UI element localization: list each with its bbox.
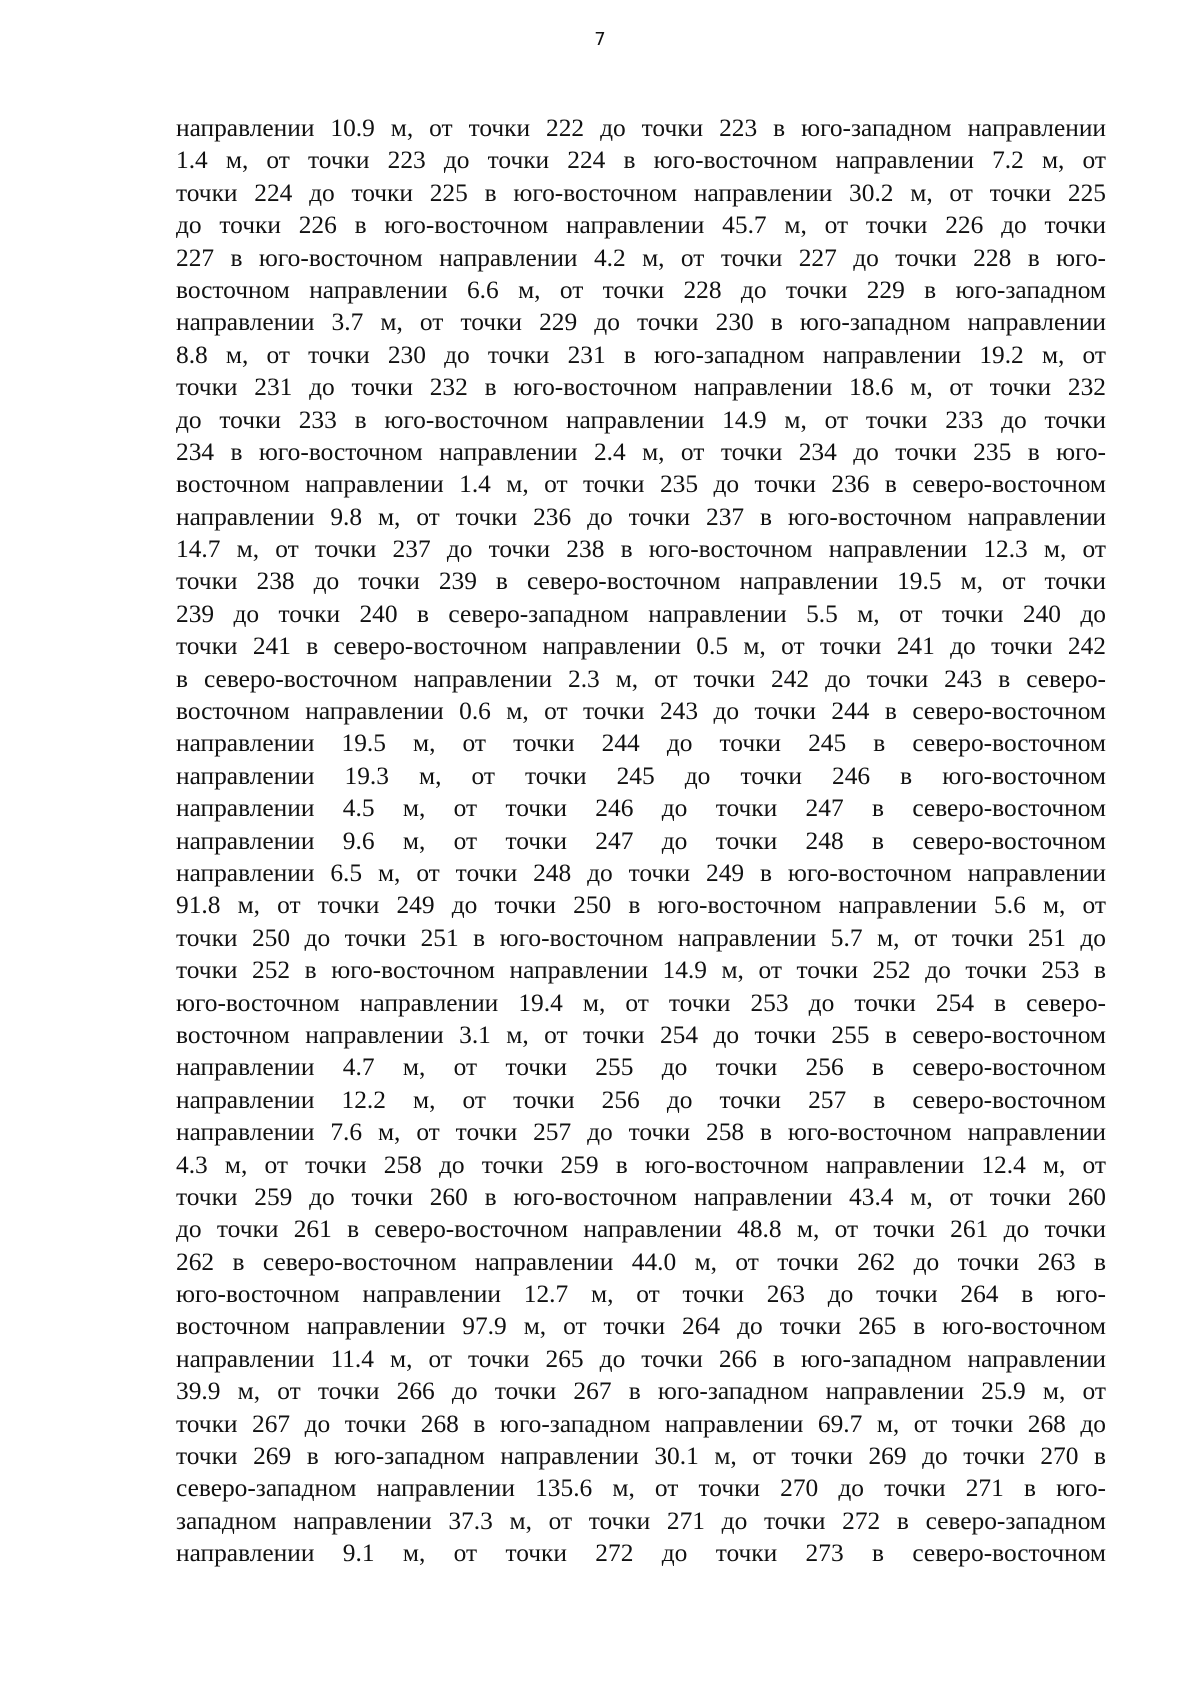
text-line: западном направлении 37.3 м, от точки 271 до точки 272 в северо-западном	[176, 1506, 1106, 1535]
text-line: северо-западном направлении 135.6 м, от точки 270 до точки 271 в юго-	[176, 1474, 1106, 1503]
text-line: направлении 9.1 м, от точки 272 до точки 273 в северо-восточном	[176, 1539, 1106, 1568]
text-line: 8.8 м, от точки 230 до точки 231 в юго-западном направлении 19.2 м, от	[176, 340, 1106, 369]
text-line: 39.9 м, от точки 266 до точки 267 в юго-западном направлении 25.9 м, от	[176, 1377, 1106, 1406]
text-line: восточном направлении 1.4 м, от точки 235 до точки 236 в северо-восточном	[176, 470, 1106, 499]
text-line: 239 до точки 240 в северо-западном направлении 5.5 м, от точки 240 до	[176, 599, 1106, 628]
text-line: восточном направлении 6.6 м, от точки 228 до точки 229 в юго-западном	[176, 275, 1106, 304]
text-line: направлении 9.6 м, от точки 247 до точки 248 в северо-восточном	[176, 826, 1106, 855]
text-line: 4.3 м, от точки 258 до точки 259 в юго-восточном направлении 12.4 м, от	[176, 1150, 1106, 1179]
text-line: направлении 3.7 м, от точки 229 до точки 230 в юго-западном направлении	[176, 308, 1106, 337]
text-line: до точки 233 в юго-восточном направлении 14.9 м, от точки 233 до точки	[176, 405, 1106, 434]
text-line: точки 250 до точки 251 в юго-восточном направлении 5.7 м, от точки 251 до	[176, 923, 1106, 952]
text-line: направлении 19.3 м, от точки 245 до точки 246 в юго-восточном	[176, 761, 1106, 790]
text-line: направлении 4.7 м, от точки 255 до точки 256 в северо-восточном	[176, 1053, 1106, 1082]
text-line: точки 252 в юго-восточном направлении 14.9 м, от точки 252 до точки 253 в	[176, 956, 1106, 985]
text-line: 14.7 м, от точки 237 до точки 238 в юго-восточном направлении 12.3 м, от	[176, 535, 1106, 564]
text-line: точки 231 до точки 232 в юго-восточном направлении 18.6 м, от точки 232	[176, 373, 1106, 402]
page-number: 7	[594, 29, 606, 50]
text-line: направлении 9.8 м, от точки 236 до точки 237 в юго-восточном направлении	[176, 502, 1106, 531]
text-line: до точки 226 в юго-восточном направлении 45.7 м, от точки 226 до точки	[176, 211, 1106, 240]
text-line: восточном направлении 3.1 м, от точки 254 до точки 255 в северо-восточном	[176, 1020, 1106, 1049]
text-line: направлении 4.5 м, от точки 246 до точки 247 в северо-восточном	[176, 794, 1106, 823]
text-line: в северо-восточном направлении 2.3 м, от точки 242 до точки 243 в северо-	[176, 664, 1106, 693]
text-line: точки 269 в юго-западном направлении 30.1 м, от точки 269 до точки 270 в	[176, 1442, 1106, 1471]
text-line: направлении 6.5 м, от точки 248 до точки 249 в юго-восточном направлении	[176, 858, 1106, 887]
text-line: 91.8 м, от точки 249 до точки 250 в юго-восточном направлении 5.6 м, от	[176, 891, 1106, 920]
text-line: юго-восточном направлении 12.7 м, от точки 263 до точки 264 в юго-	[176, 1280, 1106, 1309]
text-line: точки 241 в северо-восточном направлении 0.5 м, от точки 241 до точки 242	[176, 632, 1106, 661]
text-line: 1.4 м, от точки 223 до точки 224 в юго-восточном направлении 7.2 м, от	[176, 146, 1106, 175]
body-text	[176, 112, 1106, 1570]
text-line: направлении 11.4 м, от точки 265 до точки 266 в юго-западном направлении	[176, 1344, 1106, 1373]
text-line: юго-восточном направлении 19.4 м, от точки 253 до точки 254 в северо-	[176, 988, 1106, 1017]
text-line: направлении 7.6 м, от точки 257 до точки 258 в юго-восточном направлении	[176, 1118, 1106, 1147]
text-line: восточном направлении 0.6 м, от точки 243 до точки 244 в северо-восточном	[176, 697, 1106, 726]
text-line: направлении 12.2 м, от точки 256 до точки 257 в северо-восточном	[176, 1085, 1106, 1114]
text-line: 234 в юго-восточном направлении 2.4 м, от точки 234 до точки 235 в юго-	[176, 437, 1106, 466]
text-line: восточном направлении 97.9 м, от точки 264 до точки 265 в юго-восточном	[176, 1312, 1106, 1341]
text-line: точки 259 до точки 260 в юго-восточном направлении 43.4 м, от точки 260	[176, 1182, 1106, 1211]
text-line: точки 267 до точки 268 в юго-западном направлении 69.7 м, от точки 268 до	[176, 1409, 1106, 1438]
text-line: точки 238 до точки 239 в северо-восточном направлении 19.5 м, от точки	[176, 567, 1106, 596]
text-line: до точки 261 в северо-восточном направлении 48.8 м, от точки 261 до точки	[176, 1215, 1106, 1244]
text-line: 262 в северо-восточном направлении 44.0 м, от точки 262 до точки 263 в	[176, 1247, 1106, 1276]
text-line: направлении 10.9 м, от точки 222 до точки 223 в юго-западном направлении	[176, 114, 1106, 142]
text-line: точки 224 до точки 225 в юго-восточном направлении 30.2 м, от точки 225	[176, 178, 1106, 207]
text-line: 227 в юго-восточном направлении 4.2 м, от точки 227 до точки 228 в юго-	[176, 243, 1106, 272]
text-line: направлении 19.5 м, от точки 244 до точки 245 в северо-восточном	[176, 729, 1106, 758]
